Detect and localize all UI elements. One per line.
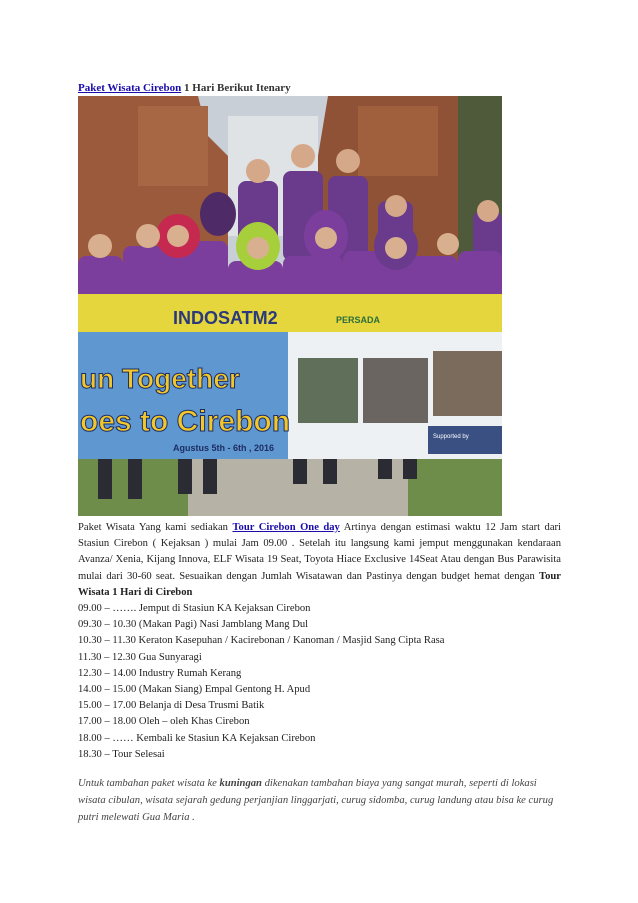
group-photo	[78, 96, 502, 516]
banner-partner: PERSADA	[336, 315, 381, 325]
note-text-rest: dikenakan tambahan biaya yang sangat murah, seperti di lokasi wisata cibulan, wisata sejarah gedung perjanjian linggarjati, curug sidomba, curug landung atau bisa ke curug putri melewati Gua Maria .	[78, 778, 554, 824]
itinerary-item: 18.30 – Tour Selesai	[78, 748, 165, 760]
tour-link[interactable]: Tour Cirebon One day	[232, 522, 340, 533]
itinerary-item: 09.30 – 10.30 (Makan Pagi) Nasi Jamblang Mang Dul	[78, 619, 309, 631]
itinerary-item: 17.00 – 18.00 Oleh – oleh Khas Cirebon	[78, 716, 250, 728]
article-body	[78, 520, 561, 837]
itinerary-item: 09.00 – ……. Jemput di Stasiun KA Kejaksan Cirebon	[78, 603, 311, 615]
banner-date: Agustus 5th - 6th , 2016	[173, 443, 275, 453]
banner-line2: oes to Cirebon	[80, 405, 291, 438]
title-rest: 1 Hari Berikut Itenary	[181, 82, 291, 94]
itinerary-item: 15.00 – 17.00 Belanja di Desa Trusmi Batik	[78, 700, 265, 712]
intro-bold-tail: Tour Wisata 1 Hari di Cirebon	[78, 570, 561, 598]
itinerary-item: 10.30 – 11.30 Keraton Kasepuhan / Kacirebonan / Kanoman / Masjid Sang Cipta Rasa	[78, 635, 445, 647]
itinerary-item: 11.30 – 12.30 Gua Sunyaragi	[78, 651, 202, 663]
note-keyword: kuningan	[219, 778, 262, 790]
page-title	[78, 82, 291, 94]
itinerary-item: 12.30 – 14.00 Industry Rumah Kerang	[78, 667, 242, 679]
banner-supported: Supported by	[433, 434, 469, 440]
itinerary-item: 18.00 – …… Kembali ke Stasiun KA Kejaksan Cirebon	[78, 732, 316, 744]
intro-text-rest: Artinya dengan estimasi waktu 12 Jam start dari Stasiun Cirebon ( Kejaksan ) mulai Jam 09.00 . Setelah itu langsung kami jemput menggunakan kendaraan Avanza/ Xenia, Kijang Innova, ELF Wisata 19 Seat, Toyota Hiace Exclusive 14Seat Atau dengan Bus Parawisita mulai dari 30-60 seat. Sesuaikan dengan Jumlah Wisatawan dan Pastinya dengan budget hemat dengan	[78, 522, 561, 582]
intro-paragraph	[78, 520, 561, 601]
note-paragraph	[78, 775, 561, 826]
itinerary-list	[78, 601, 561, 763]
intro-text-start: Paket Wisata Yang kami sediakan	[78, 522, 233, 533]
note-text-start: Untuk tambahan paket wisata ke	[78, 778, 220, 790]
itinerary-item: 14.00 – 15.00 (Makan Siang) Empal Gentong H. Apud	[78, 684, 311, 696]
title-link[interactable]: Paket Wisata Cirebon	[78, 82, 182, 94]
banner-line1: un Together	[80, 363, 240, 394]
banner-brand: INDOSATM2	[173, 308, 278, 328]
